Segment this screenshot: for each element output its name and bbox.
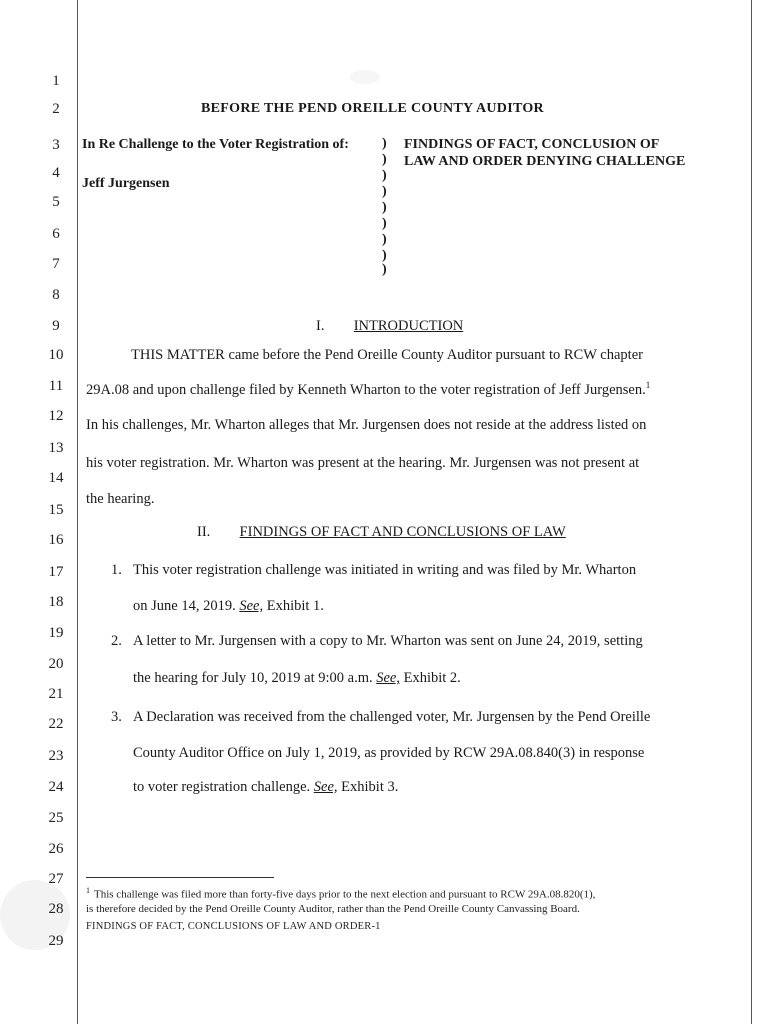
finding-text: on June 14, 2019. xyxy=(133,598,240,614)
document-title-line1: FINDINGS OF FACT, CONCLUSION OF xyxy=(404,137,660,152)
line-number: 3 xyxy=(52,137,60,153)
line-number: 11 xyxy=(48,378,64,394)
finding-line xyxy=(133,598,324,615)
section-1-heading xyxy=(316,318,463,335)
finding-text: Exhibit 1. xyxy=(263,598,324,614)
line-number: 2 xyxy=(52,101,60,117)
section-1-number: I. xyxy=(316,318,325,334)
section-2-title: FINDINGS OF FACT AND CONCLUSIONS OF LAW xyxy=(239,524,566,540)
finding-number: 3. xyxy=(111,709,122,725)
scan-smudge xyxy=(350,70,380,84)
intro-line-text: 29A.08 and upon challenge filed by Kenneth Wharton to the voter registration of Jeff Jurgensen. xyxy=(86,381,646,398)
finding-text: to voter registration challenge. xyxy=(133,779,314,795)
caption-paren: ) xyxy=(382,216,387,231)
finding-line xyxy=(133,779,398,796)
caption-paren: ) xyxy=(382,168,387,183)
line-number: 22 xyxy=(48,716,64,732)
line-number: 25 xyxy=(48,810,64,826)
see-citation: See, xyxy=(239,598,264,614)
line-number: 5 xyxy=(52,194,60,210)
in-re-label: In Re Challenge to the Voter Registration of: xyxy=(82,137,349,152)
finding-line: A Declaration was received from the challenged voter, Mr. Jurgensen by the Pend Oreille xyxy=(133,709,651,725)
line-number: 9 xyxy=(52,318,60,334)
finding-number: 1. xyxy=(111,562,122,578)
intro-line: the hearing. xyxy=(86,491,155,507)
line-number: 10 xyxy=(48,347,64,363)
caption-paren: ) xyxy=(382,136,387,151)
caption-paren: ) xyxy=(382,262,387,277)
line-number: 23 xyxy=(48,748,64,764)
page-footer: FINDINGS OF FACT, CONCLUSIONS OF LAW AND ORDER-1 xyxy=(86,921,381,932)
footnote-line: is therefore decided by the Pend Oreille County Auditor, rather than the Pend Oreille County Canvassing Board. xyxy=(86,903,580,915)
right-margin-rule xyxy=(751,0,752,1024)
caption-paren: ) xyxy=(382,232,387,247)
line-number: 16 xyxy=(48,532,64,548)
line-number: 13 xyxy=(48,440,64,456)
footnote-text: This challenge was filed more than forty-five days prior to the next election and pursuant to RCW 29A.08.820(1), xyxy=(94,888,596,901)
line-number: 18 xyxy=(48,594,64,610)
line-number: 6 xyxy=(52,226,60,242)
line-number: 29 xyxy=(48,933,64,949)
line-number: 7 xyxy=(52,256,60,272)
line-number: 17 xyxy=(48,564,64,580)
caption-paren: ) xyxy=(382,248,387,263)
line-number: 21 xyxy=(48,686,64,702)
caption-paren: ) xyxy=(382,152,387,167)
section-1-title: INTRODUCTION xyxy=(353,318,464,334)
section-2-number: II. xyxy=(197,524,211,540)
footnote-reference: 1 xyxy=(645,380,651,390)
intro-line: his voter registration. Mr. Wharton was present at the hearing. Mr. Jurgensen was not present at xyxy=(86,455,640,471)
intro-line xyxy=(86,380,650,399)
finding-line: County Auditor Office on July 1, 2019, as provided by RCW 29A.08.840(3) in response xyxy=(133,745,645,761)
caption-paren: ) xyxy=(382,200,387,215)
finding-text: Exhibit 2. xyxy=(399,670,461,686)
line-number: 12 xyxy=(48,408,64,424)
tribunal-heading: BEFORE THE PEND OREILLE COUNTY AUDITOR xyxy=(201,101,544,116)
line-number: 14 xyxy=(48,470,64,486)
footnote-line xyxy=(86,886,595,901)
section-2-heading xyxy=(197,524,566,541)
line-number: 15 xyxy=(48,502,64,518)
line-number: 20 xyxy=(48,656,64,672)
left-margin-rule xyxy=(77,0,78,1024)
finding-text: the hearing for July 10, 2019 at 9:00 a.m. xyxy=(133,670,377,686)
line-number: 26 xyxy=(48,841,64,857)
finding-line: This voter registration challenge was initiated in writing and was filed by Mr. Wharton xyxy=(133,562,637,578)
see-citation: See, xyxy=(376,670,400,686)
intro-line: THIS MATTER came before the Pend Oreille County Auditor pursuant to RCW chapter xyxy=(131,347,643,363)
intro-line: In his challenges, Mr. Wharton alleges that Mr. Jurgensen does not reside at the address listed on xyxy=(86,417,647,433)
finding-number: 2. xyxy=(111,633,122,649)
footnote-mark: 1 xyxy=(86,886,90,895)
line-number: 4 xyxy=(52,165,60,181)
finding-text: Exhibit 3. xyxy=(337,779,399,795)
caption-paren: ) xyxy=(382,184,387,199)
line-number: 27 xyxy=(48,871,64,887)
document-title-line2: LAW AND ORDER DENYING CHALLENGE xyxy=(404,154,686,169)
footnote-rule xyxy=(86,877,274,878)
see-citation: See, xyxy=(313,779,338,795)
finding-line: A letter to Mr. Jurgensen with a copy to Mr. Wharton was sent on June 24, 2019, setting xyxy=(133,633,643,649)
finding-line xyxy=(133,670,461,687)
line-number: 28 xyxy=(48,901,64,917)
line-number: 24 xyxy=(48,779,64,795)
voter-name: Jeff Jurgensen xyxy=(82,176,170,191)
line-number: 1 xyxy=(52,73,60,89)
line-number: 19 xyxy=(48,625,64,641)
line-number: 8 xyxy=(52,287,60,303)
